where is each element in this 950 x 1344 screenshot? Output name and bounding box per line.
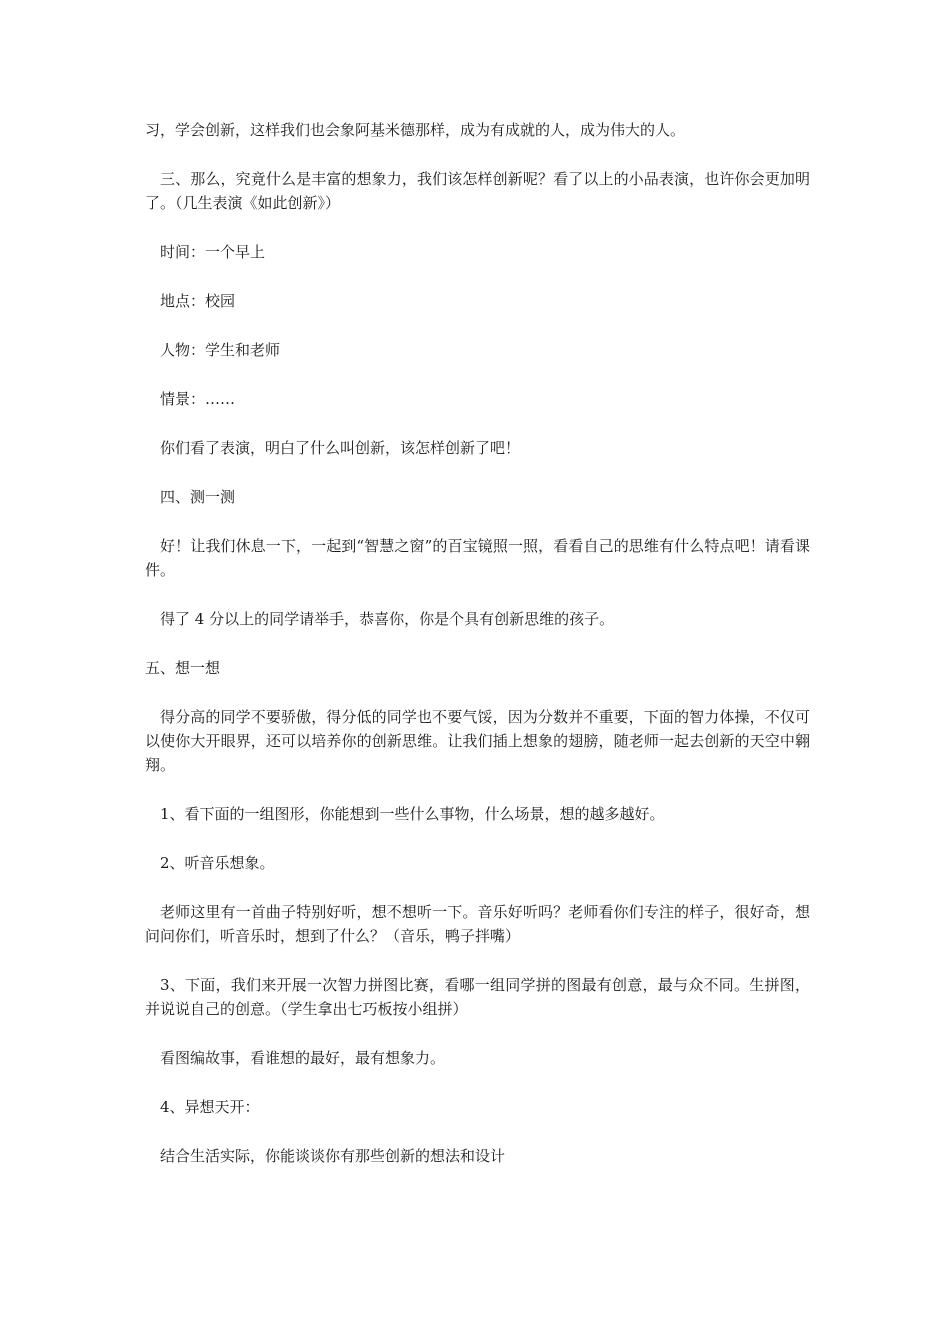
paragraph-14: 2、听音乐想象。 [160,854,275,872]
paragraph-4: 地点：校园 [160,292,236,310]
paragraph-13: 1、看下面的一组图形，你能想到一些什么事物，什么场景，想的越多越好。 [160,805,665,823]
paragraph-1: 习，学会创新，这样我们也会象阿基米德那样，成为有成就的人，成为伟大的人。 [145,121,686,139]
paragraph-2: 三、那么，究竟什么是丰富的想象力，我们该怎样创新呢？看了以上的小品表演，也许你会更加明了。（几生表演《如此创新》） [145,170,810,212]
paragraph-16: 3、下面，我们来开展一次智力拼图比赛，看哪一组同学拼的图最有创意，最与众不同。生拼图，并说说自己的创意。（学生拿出七巧板按小组拼） [145,976,810,1018]
paragraph-3: 时间：一个早上 [160,243,266,261]
paragraph-17: 看图编故事，看谁想的最好，最有想象力。 [160,1049,446,1067]
paragraph-11: 五、想一想 [145,659,221,677]
paragraph-18: 4、异想天开： [160,1098,260,1116]
paragraph-10: 得了 4 分以上的同学请举手，恭喜你，你是个具有创新思维的孩子。 [160,610,615,628]
paragraph-9: 好！让我们休息一下，一起到“智慧之窗”的百宝镜照一照，看看自己的思维有什么特点吧！请看课件。 [145,537,810,579]
paragraph-5: 人物：学生和老师 [160,341,281,359]
paragraph-7: 你们看了表演，明白了什么叫创新，该怎样创新了吧！ [160,439,521,457]
paragraph-6: 情景：…… [160,390,236,408]
paragraph-8: 四、测一测 [160,488,236,506]
paragraph-12: 得分高的同学不要骄傲，得分低的同学也不要气馁，因为分数并不重要，下面的智力体操，不仅可以使你大开眼界，还可以培养你的创新思维。让我们插上想象的翅膀，随老师一起去创新的天空中翱翔。 [145,708,810,774]
paragraph-15: 老师这里有一首曲子特别好听，想不想听一下。音乐好听吗？老师看你们专注的样子，很好奇，想问问你们，听音乐时，想到了什么？（音乐，鸭子拌嘴） [145,903,810,945]
paragraph-19: 结合生活实际，你能谈谈你有那些创新的想法和设计 [160,1147,506,1165]
document-body [145,118,810,1193]
